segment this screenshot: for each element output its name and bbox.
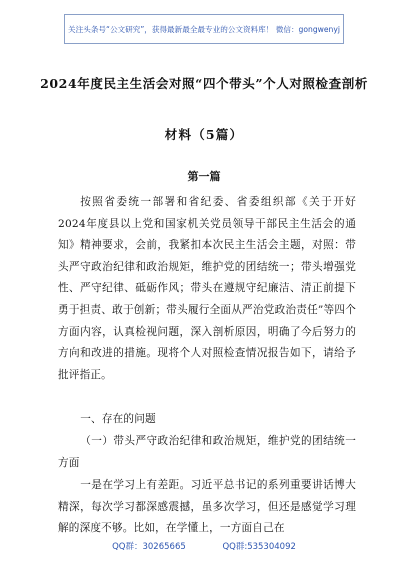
footer-contacts: [0, 540, 408, 552]
document-title-line-2: 材料（5篇）: [164, 127, 244, 142]
promo-banner-text: 关注头条号“公文研究”，获得最新最全最专业的公文资料库！ 微信：gongwenyj: [68, 24, 340, 34]
paragraph-learning-gap: 一是在学习上有差距。习近平总书记的系列重要讲话博大精深，每次学习都深感震撼，虽多次学习，但还是感觉学习理解的深度不够。比如，在学懂上，一方面自己在: [58, 479, 356, 535]
heading-existing-problems: 一、存在的问题: [80, 413, 156, 425]
document-title-line-1: 2024年度民主生活会对照“四个带头”个人对照检查剖析: [40, 76, 368, 91]
subheading-political-discipline: （一）带头严守政治纪律和政治规矩，维护党的团结统一方面: [58, 435, 356, 469]
footer-qq-group-1: QQ群：30265665: [112, 542, 186, 552]
intro-paragraph: 按照省委统一部署和省纪委、省委组织部《关于开好2024年度县以上党和国家机关党员领导干部民主生活会的通知》精神要求，会前，我紧扣本次民主生活会主题，对照：带头严守政治纪律和政治规矩，维护党的团结统一；带头增强党性、严守纪律、砥砺作风；带头在遵规守纪廉洁、清正前提下勇于担责、敢于创新；带头履行全面从严治党政治责任”等四个方面内容，认真检视问题，深入剖析原因，明确了今后努力的方向和改进的措施。现将个人对照检查情况报告如下，请给予批评指正。: [58, 196, 356, 381]
section-heading: 第一篇: [187, 170, 221, 183]
promo-banner: [64, 14, 344, 44]
footer-qq-group-2: QQ群:535304092: [222, 542, 296, 552]
